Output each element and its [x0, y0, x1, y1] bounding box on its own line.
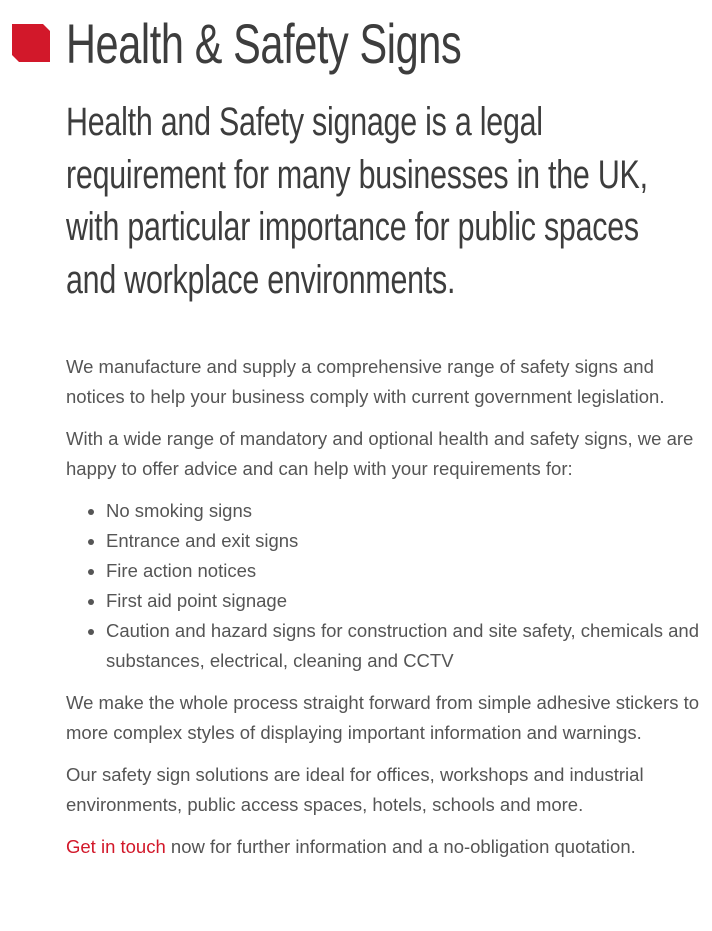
lead-line: requirement for many businesses in the UK, [66, 152, 648, 197]
red-octagon-icon [12, 24, 50, 62]
lead-line: and workplace environments. [66, 257, 456, 302]
list-item: • Entrance and exit signs [106, 526, 706, 556]
requirements-list [66, 496, 706, 676]
get-in-touch-link[interactable]: Get in touch [66, 836, 166, 857]
list-item: • No smoking signs [106, 496, 706, 526]
lead-line: with particular importance for public spaces [66, 205, 639, 249]
brand-mark-shape [12, 24, 50, 62]
solutions-paragraph: Our safety sign solutions are ideal for offices, workshops and industrial environments, public access spaces, hotels, schools and more. [66, 764, 644, 815]
list-item: • First aid point signage [106, 586, 706, 616]
list-item: • Caution and hazard signs for construction and site safety, chemicals and substances, electrical, cleaning and CCTV [106, 616, 706, 676]
intro-paragraph: We manufacture and supply a comprehensive range of safety signs and notices to help your business comply with current government legislation. [66, 356, 665, 407]
process-paragraph: We make the whole process straight forward from simple adhesive stickers to more complex styles of displaying important information and warnings. [66, 692, 700, 743]
list-item: • Fire action notices [106, 556, 706, 586]
lead-line: Health and Safety signage is a legal [66, 100, 543, 144]
body-content [66, 352, 706, 874]
page-title: Health & Safety Signs [66, 12, 462, 75]
cta-paragraph [66, 832, 706, 862]
lead-text [66, 96, 712, 306]
cta-rest-text: now for further information and a no-obligation quotation. [165, 836, 636, 857]
requirements-intro-paragraph: With a wide range of mandatory and optional health and safety signs, we are happy to offer advice and can help with your requirements for: [66, 428, 694, 479]
